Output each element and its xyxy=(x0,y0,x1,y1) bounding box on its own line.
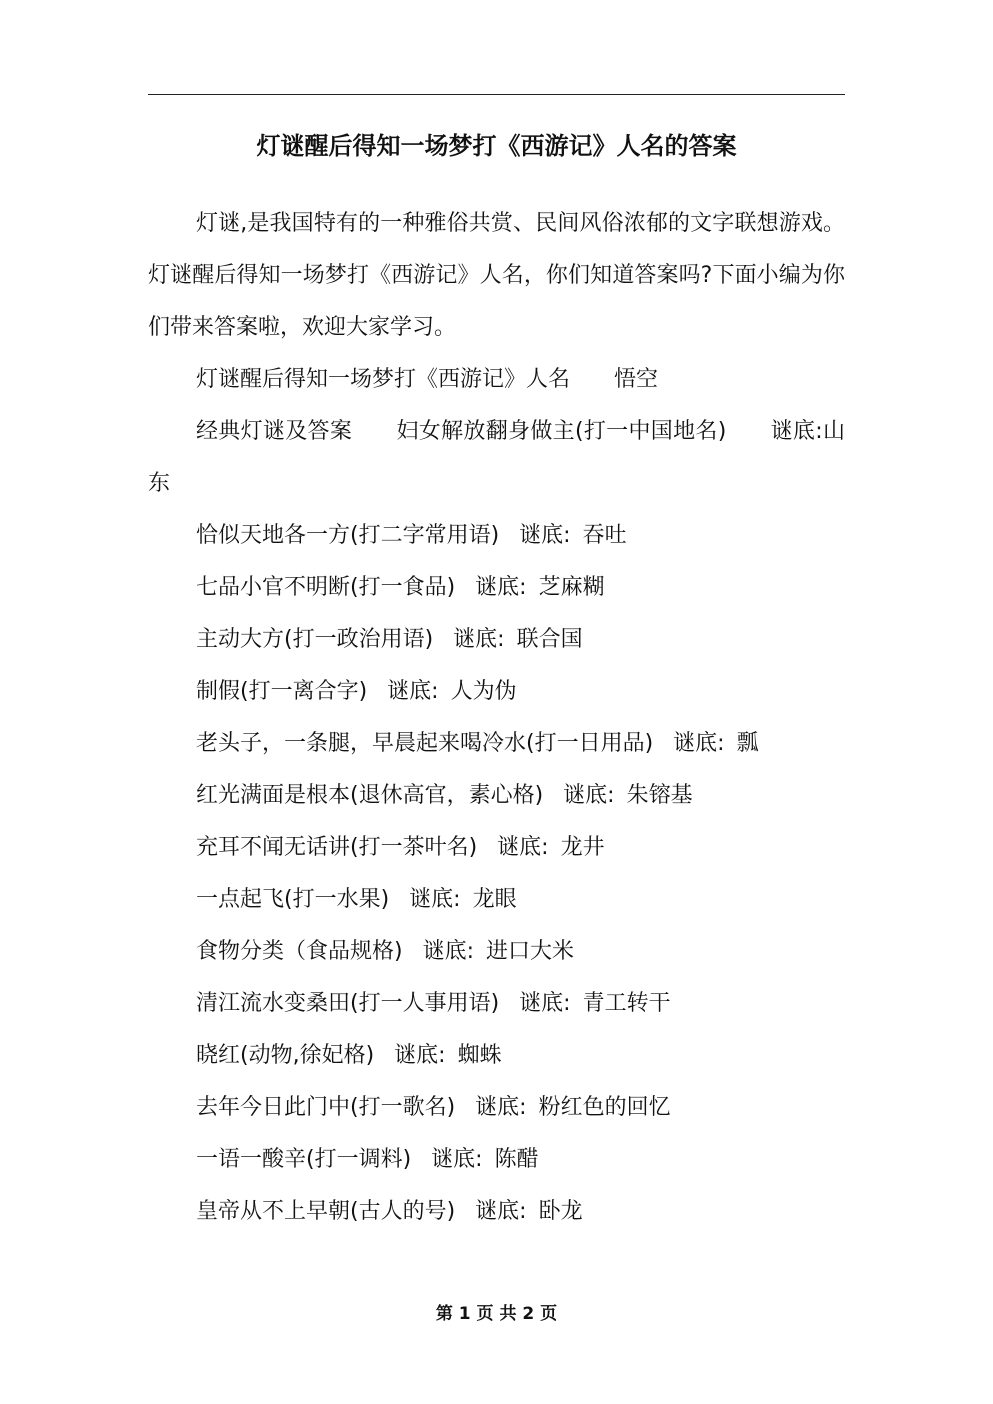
riddle-answer: 龙井 xyxy=(560,835,605,860)
riddle-answer-label: 谜底: xyxy=(422,939,475,964)
riddle-answer-label: 谜底: xyxy=(431,1147,483,1172)
document-body xyxy=(148,198,845,1238)
riddle-answer-label: 谜底: xyxy=(519,523,571,548)
riddle-row xyxy=(148,562,845,614)
riddle-question: 食物分类（食品规格) xyxy=(196,939,403,964)
classic-riddle xyxy=(148,406,845,510)
riddle-answer: 联合国 xyxy=(516,627,583,652)
classic-question: 妇女解放翻身做主(打一中国地名) xyxy=(396,419,727,444)
riddle-answer-label: 谜底: xyxy=(475,1095,527,1120)
riddle-question: 一语一酸辛(打一调料) xyxy=(196,1147,412,1172)
riddle-row xyxy=(148,1134,845,1186)
riddle-row xyxy=(148,1186,845,1238)
riddle-answer: 朱镕基 xyxy=(626,783,693,808)
riddle-row xyxy=(148,770,845,822)
riddle-answer: 吞吐 xyxy=(582,523,627,548)
riddle-answer-label: 谜底: xyxy=(563,783,615,808)
classic-answer: 山东 xyxy=(148,419,845,496)
riddle-answer-label: 谜底: xyxy=(394,1043,446,1068)
riddle-answer-label: 谜底: xyxy=(453,627,505,652)
riddle-row xyxy=(148,718,845,770)
riddle-answer: 卧龙 xyxy=(538,1199,583,1224)
page-number: 第 1 页 共 2 页 xyxy=(435,1304,558,1324)
riddle-list xyxy=(148,510,845,1238)
riddle-answer: 陈醋 xyxy=(494,1147,539,1172)
riddle-answer-label: 谜底: xyxy=(673,731,725,756)
page-title: 灯谜醒后得知一场梦打《西游记》人名的答案 xyxy=(256,132,737,160)
riddle-answer: 瓢 xyxy=(736,731,759,756)
classic-heading: 经典灯谜及答案 xyxy=(196,419,353,444)
riddle-question: 晓红(动物,徐妃格) xyxy=(196,1043,375,1068)
intro-paragraph: 灯谜,是我国特有的一种雅俗共赏、民间风俗浓郁的文字联想游戏。灯谜醒后得知一场梦打《西游记》人名，你们知道答案吗?下面小编为你们带来答案啦，欢迎大家学习。 xyxy=(148,211,845,340)
riddle-answer: 粉红色的回忆 xyxy=(538,1095,671,1120)
riddle-question: 清江流水变桑田(打一人事用语) xyxy=(196,991,500,1016)
riddle-answer-label: 谜底: xyxy=(475,1199,527,1224)
riddle-answer-label: 谜底: xyxy=(519,991,571,1016)
header-rule xyxy=(148,94,845,95)
riddle-row xyxy=(148,666,845,718)
riddle-answer-label: 谜底: xyxy=(409,887,461,912)
riddle-question: 皇帝从不上早朝(古人的号) xyxy=(196,1199,456,1224)
riddle-row xyxy=(148,926,845,978)
riddle-question: 主动大方(打一政治用语) xyxy=(196,627,434,652)
riddle-answer: 进口大米 xyxy=(486,939,575,964)
riddle-row xyxy=(148,1030,845,1082)
riddle-answer: 芝麻糊 xyxy=(538,575,605,600)
classic-label: 谜底: xyxy=(770,419,823,444)
riddle-answer-label: 谜底: xyxy=(497,835,549,860)
riddle-answer: 龙眼 xyxy=(472,887,517,912)
riddle-question: 老头子，一条腿，早晨起来喝冷水(打一日用品) xyxy=(196,731,654,756)
riddle-answer: 蜘蛛 xyxy=(457,1043,502,1068)
riddle-question: 制假(打一离合字) xyxy=(196,679,368,704)
riddle-question: 去年今日此门中(打一歌名) xyxy=(196,1095,456,1120)
riddle-row xyxy=(148,614,845,666)
riddle-row xyxy=(148,1082,845,1134)
riddle-question: 红光满面是根本(退休高官，素心格) xyxy=(196,783,544,808)
riddle-row xyxy=(148,822,845,874)
main-riddle-question: 灯谜醒后得知一场梦打《西游记》人名 xyxy=(196,367,571,392)
riddle-question: 一点起飞(打一水果) xyxy=(196,887,390,912)
main-riddle-answer: 悟空 xyxy=(614,367,659,392)
riddle-answer: 人为伪 xyxy=(450,679,517,704)
riddle-row xyxy=(148,510,845,562)
riddle-answer: 青工转干 xyxy=(582,991,671,1016)
riddle-row xyxy=(148,874,845,926)
riddle-question: 充耳不闻无话讲(打一茶叶名) xyxy=(196,835,478,860)
main-riddle xyxy=(148,354,845,406)
riddle-answer-label: 谜底: xyxy=(387,679,439,704)
riddle-question: 恰似天地各一方(打二字常用语) xyxy=(196,523,500,548)
riddle-answer-label: 谜底: xyxy=(475,575,527,600)
riddle-row xyxy=(148,978,845,1030)
riddle-question: 七品小官不明断(打一食品) xyxy=(196,575,456,600)
